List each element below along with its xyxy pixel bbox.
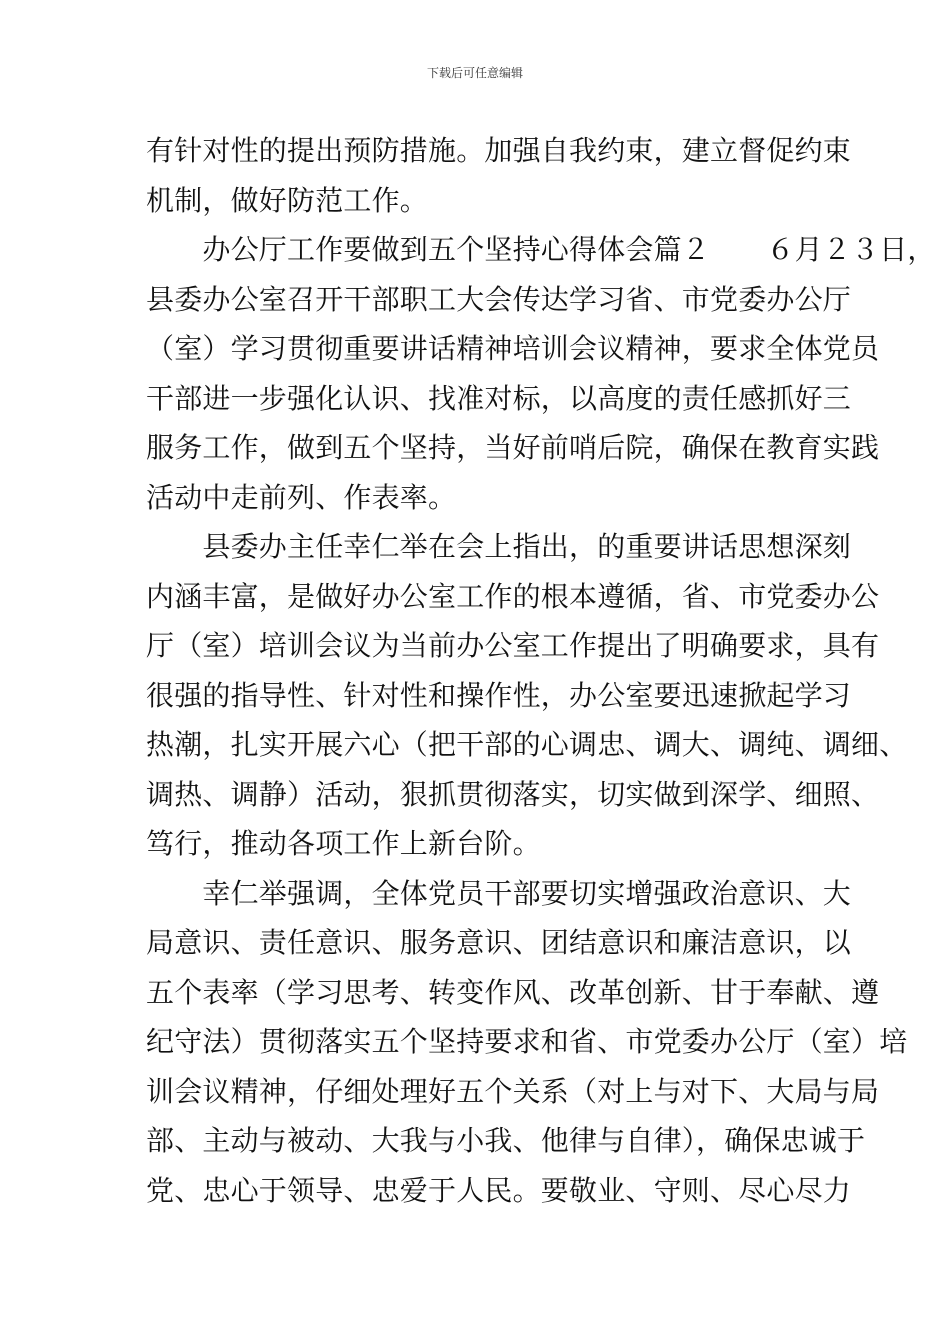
- text-line: 厅（室）培训会议为当前办公室工作提出了明确要求，具有: [146, 629, 880, 662]
- text-line: 幸仁举强调，全体党员干部要切实增强政治意识、大: [146, 876, 852, 910]
- text-line: 热潮，扎实开展六心（把干部的心调忠、调大、调纯、调细、: [146, 728, 908, 761]
- text-line: 干部进一步强化认识、找准对标，以高度的责任感抓好三: [146, 381, 852, 415]
- text-line: 训会议精神，仔细处理好五个关系（对上与对下、大局与局: [146, 1074, 880, 1108]
- text-line: 县委办主任幸仁举在会上指出，的重要讲话思想深刻: [146, 530, 852, 563]
- text-line: 内涵丰富，是做好办公室工作的根本遵循，省、市党委办公: [146, 579, 880, 613]
- text-line: 笃行，推动各项工作上新台阶。: [146, 827, 541, 860]
- text-line: 很强的指导性、针对性和操作性，办公室要迅速掀起学习: [146, 678, 852, 712]
- text-line: 调热、调静）活动，狠抓贯彻落实，切实做到深学、细照、: [146, 777, 880, 811]
- text-line: 县委办公室召开干部职工大会传达学习省、市党委办公厅: [146, 282, 852, 316]
- text-line: 五个表率（学习思考、转变作风、改革创新、甘于奉献、遵: [146, 975, 880, 1009]
- text-line: 有针对性的提出预防措施。加强自我约束，建立督促约束: [146, 134, 852, 167]
- page-header: 下载后可任意编辑: [426, 66, 523, 80]
- text-line: 办公厅工作要做到五个坚持心得体会篇２ ６月２３日，: [146, 233, 936, 266]
- text-line: 机制，做好防范工作。: [146, 183, 429, 217]
- text-line: 局意识、责任意识、服务意识、团结意识和廉洁意识，以: [146, 926, 852, 959]
- text-line: 服务工作，做到五个坚持，当好前哨后院，确保在教育实践: [146, 431, 880, 464]
- text-line: 纪守法）贯彻落实五个坚持要求和省、市党委办公厅（室）培: [146, 1025, 908, 1058]
- text-line: 党、忠心于领导、忠爱于人民。要敬业、守则、尽心尽力: [146, 1173, 852, 1207]
- text-line: 活动中走前列、作表率。: [146, 480, 457, 514]
- text-line: 部、主动与被动、大我与小我、他律与自律），确保忠诚于: [146, 1124, 866, 1157]
- document-body: [146, 126, 936, 1215]
- text-line: （室）学习贯彻重要讲话精神培训会议精神，要求全体党员: [146, 332, 880, 365]
